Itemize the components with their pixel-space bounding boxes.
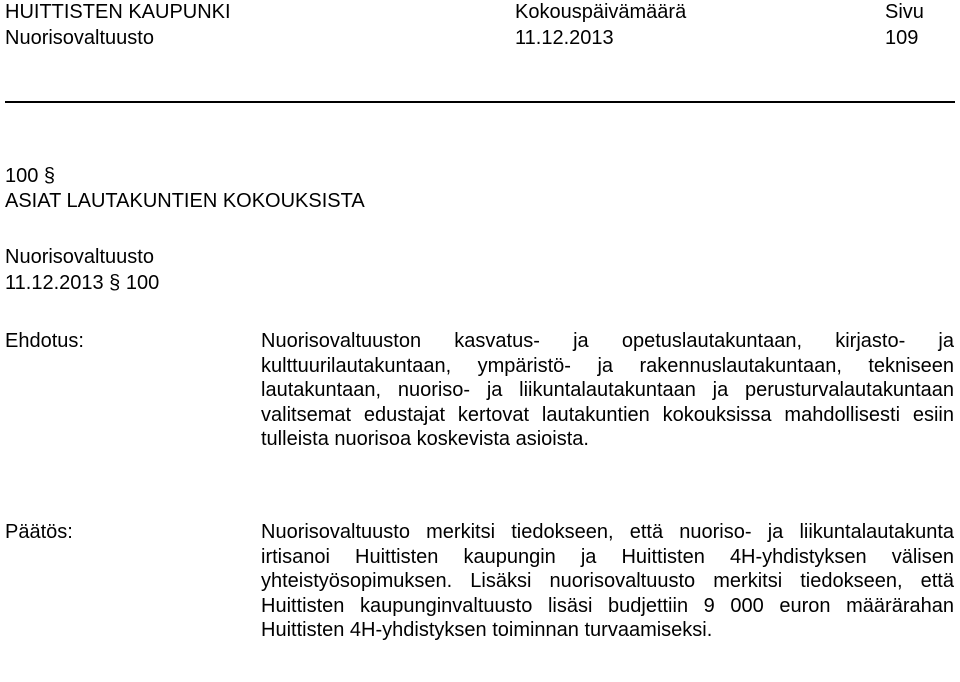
date-label: Kokouspäivämäärä <box>515 1 687 23</box>
organization-name: HUITTISTEN KAUPUNKI <box>5 1 231 23</box>
meeting-date: 11.12.2013 <box>515 27 614 49</box>
proposal-label: Ehdotus: <box>5 330 84 352</box>
proposal-text: Nuorisovaltuuston kasvatus- ja opetuslautakuntaan, kirjasto- ja kulttuurilautakuntaan, ympäristö- ja rakennuslautakuntaan, tekniseen lautakuntaan, nuoriso- ja liikuntalautakuntaan ja perusturvalautakuntaan valitsemat edustajat kertovat lautakuntien kokouksissa mahdollisesti esiin tulleista nuorisoa koskevista asioista. <box>261 330 954 450</box>
reference-line: 11.12.2013 § 100 <box>5 272 160 294</box>
reference-body: Nuorisovaltuusto <box>5 246 154 268</box>
body-name: Nuorisovaltuusto <box>5 27 154 49</box>
section-title: ASIAT LAUTAKUNTIEN KOKOUKSISTA <box>5 190 365 212</box>
page-label: Sivu <box>885 1 924 23</box>
decision-text: Nuorisovaltuusto merkitsi tiedokseen, että nuoriso- ja liikuntalautakunta irtisanoi Huittisten kaupungin ja Huittisten 4H-yhdistyksen välisen yhteistyösopimuksen. Lisäksi nuorisovaltuusto merkitsi tiedokseen, että Huittisten kaupunginvaltuusto lisäsi budjettiin 9 000 euron määrärahan Huittisten 4H-yhdistyksen toiminnan turvaamiseksi. <box>261 521 954 641</box>
decision-label: Päätös: <box>5 521 73 543</box>
section-number: 100 § <box>5 165 56 187</box>
header-divider <box>5 101 955 103</box>
page-number: 109 <box>885 27 919 49</box>
